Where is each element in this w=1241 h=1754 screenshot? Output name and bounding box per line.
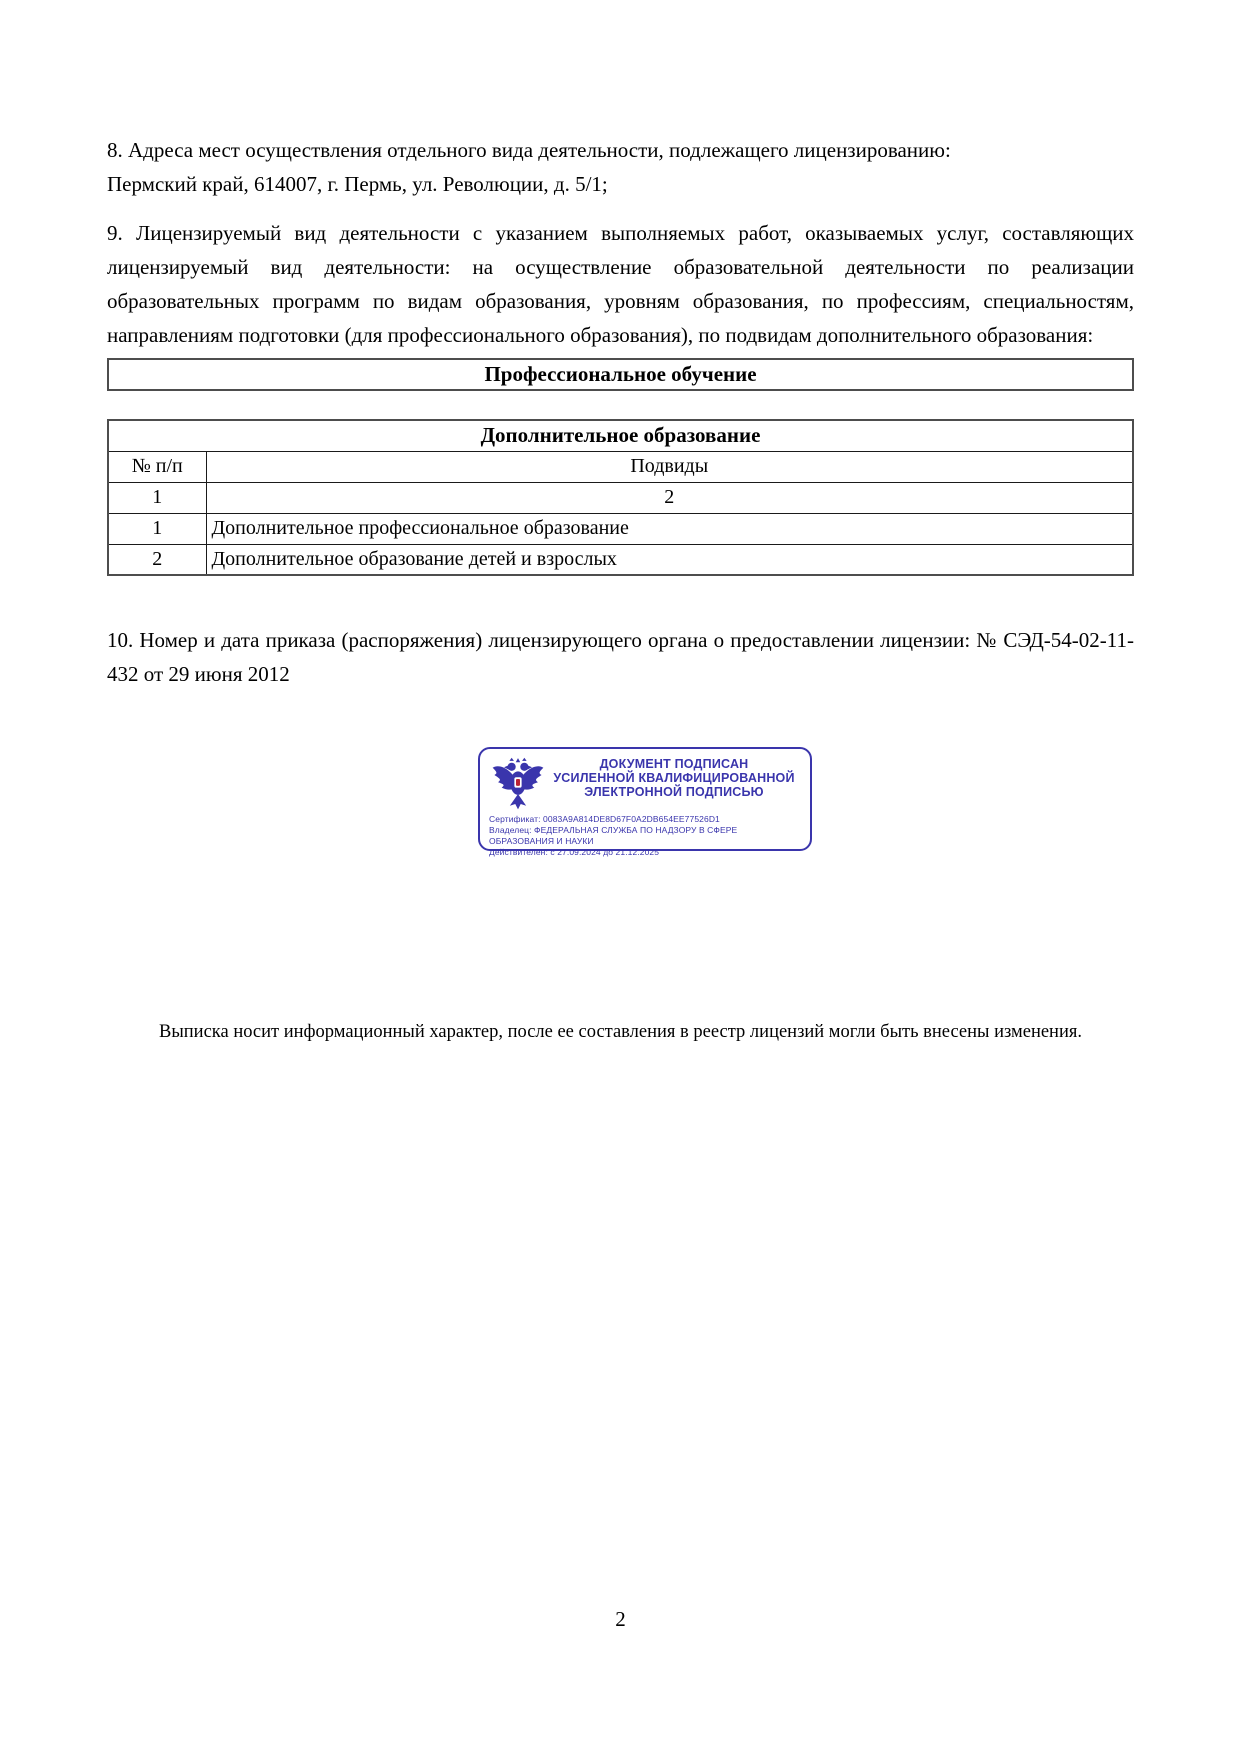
table-row: [108, 513, 1133, 544]
stamp-validity-line: Действителен: с 27.09.2024 до 21.12.2025: [489, 847, 660, 857]
stamp-title-line-2: УСИЛЕННОЙ КВАЛИФИЦИРОВАННОЙ: [553, 771, 795, 785]
column-index-2: 2: [206, 482, 1133, 513]
column-header-number: № п/п: [108, 451, 206, 482]
section-9-paragraph: 9. Лицензируемый вид деятельности с указанием выполняемых работ, оказываемых услуг, составляющих лицензируемый вид деятельности: на осуществление образовательной деятельности по реализации образовательных программ по видам образования, уровням образования, по профессиям, специальностям, направлениям подготовки (для профессионального образования), по подвидам дополнительного образования:: [107, 221, 1134, 347]
stamp-title-line-1: ДОКУМЕНТ ПОДПИСАН: [599, 757, 749, 771]
section-8-line-2: Пермский край, 614007, г. Пермь, ул. Революции, д. 5/1;: [107, 172, 608, 196]
row-number: 1: [108, 513, 206, 544]
column-header-subtypes: Подвиды: [206, 451, 1133, 482]
section-10-paragraph: 10. Номер и дата приказа (распоряжения) лицензирующего органа о предоставлении лицензии: № СЭД-54-02-11-432 от 29 июня 2012: [107, 628, 1134, 686]
page-number: 2: [615, 1607, 626, 1631]
professional-education-title: Профессиональное обучение: [108, 359, 1133, 390]
table-column-index-row: [108, 482, 1133, 513]
stamp-title-line-3: ЭЛЕКТРОННОЙ ПОДПИСЬЮ: [584, 785, 764, 799]
stamp-top-row: [489, 754, 801, 813]
row-value: Дополнительное профессиональное образование: [206, 513, 1133, 544]
document-content: [107, 0, 1134, 1632]
professional-education-table: [107, 358, 1134, 391]
stamp-title-block: [547, 754, 801, 799]
footer-disclaimer-note: Выписка носит информационный характер, после ее составления в реестр лицензий могли быть внесены изменения.: [159, 1022, 1082, 1042]
stamp-info-block: [489, 814, 801, 858]
table-header-row: [108, 451, 1133, 482]
table-row: [108, 544, 1133, 575]
digital-signature-stamp: [478, 747, 812, 857]
additional-education-table: [107, 419, 1134, 576]
column-index-1: 1: [108, 482, 206, 513]
section-8-paragraph: [107, 133, 1134, 201]
table-title-row: [108, 420, 1133, 451]
stamp-owner-line: Владелец: ФЕДЕРАЛЬНАЯ СЛУЖБА ПО НАДЗОРУ В СФЕРЕ ОБРАЗОВАНИЯ И НАУКИ: [489, 825, 738, 846]
row-value: Дополнительное образование детей и взрослых: [206, 544, 1133, 575]
double-headed-eagle-icon: [489, 755, 547, 813]
section-8-line-1: 8. Адреса мест осуществления отдельного вида деятельности, подлежащего лицензированию:: [107, 138, 951, 162]
table-row: [108, 359, 1133, 390]
additional-education-title: Дополнительное образование: [108, 420, 1133, 451]
row-number: 2: [108, 544, 206, 575]
stamp-certificate-line: Сертификат: 0083A9A814DE8D67F0A2DB654EE77526D1: [489, 814, 720, 824]
